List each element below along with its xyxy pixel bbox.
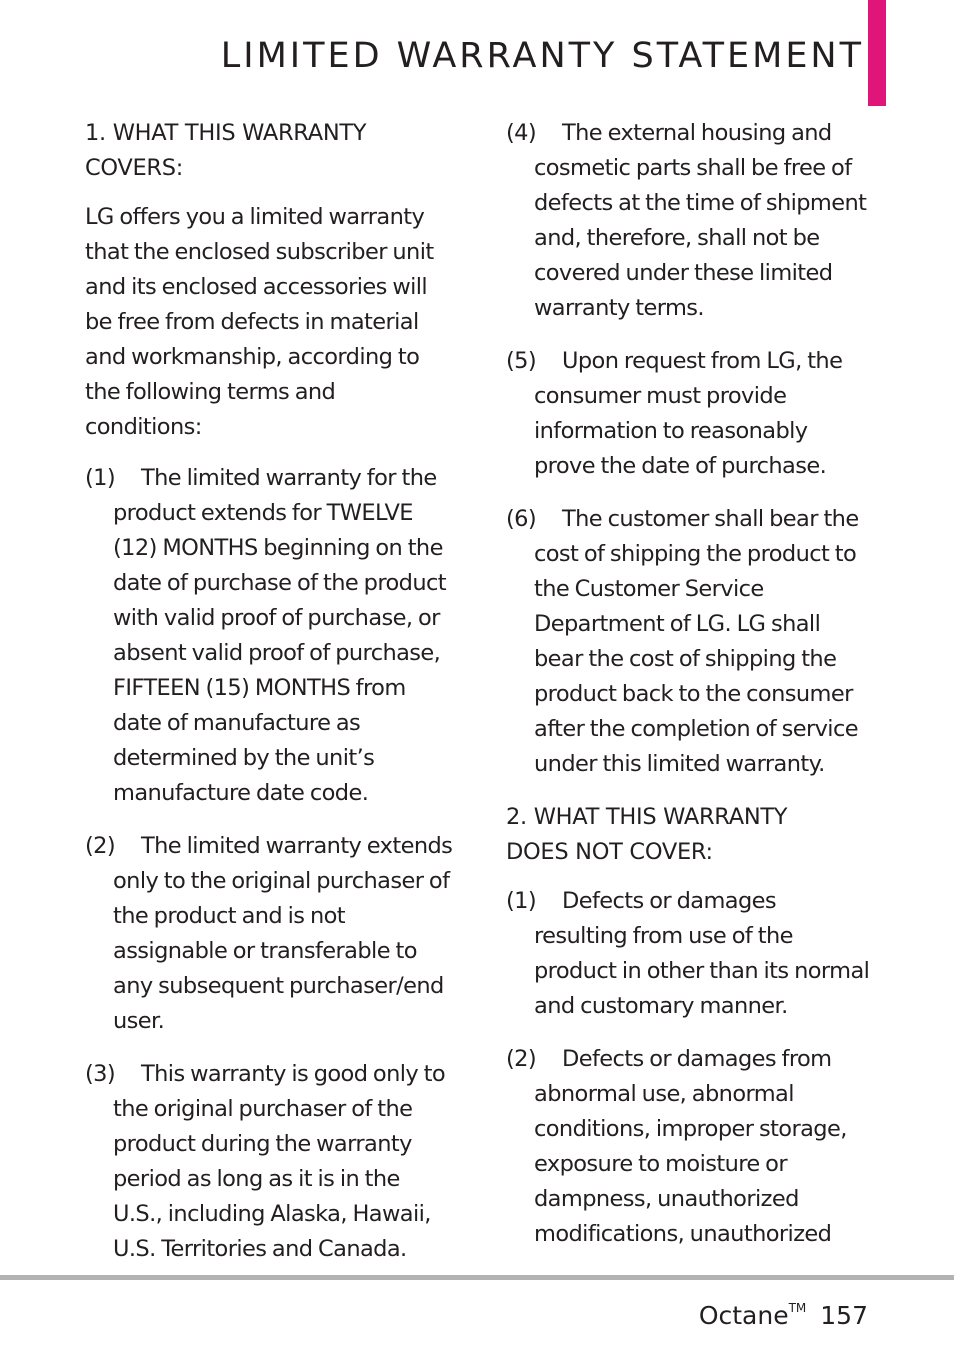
page-title: LIMITED WARRANTY STATEMENT [220,36,864,76]
item-number: (1) [85,465,116,491]
item-text: The limited warranty for the product extends for TWELVE (12) MONTHS beginning on the date of purchase of the product with valid proof of purchase, or absent valid proof of purchase, FIFTEEN (15) MONTHS from date of manufacture as determined by the unit’s manufacture date code. [113,465,447,806]
section-1-intro: LG offers you a limited warranty that the enclosed subscriber unit and its enclosed accessories will be free from defects in material and workmanship, according to the following terms and conditions: [85,204,434,440]
item-text: Upon request from LG, the consumer must provide information to reasonably prove the date of purchase. [534,348,843,479]
list-item [506,344,872,484]
item-text: Defects or damages from abnormal use, abnormal conditions, improper storage, exposure to moisture or dampness, unauthorized modifications, unauthorized [534,1046,847,1247]
page-number: 157 [820,1301,868,1330]
page-footer [699,1290,868,1334]
accent-bar [868,0,886,106]
item-number: (4) [506,120,537,146]
footer-brand: Octane [698,1301,789,1330]
item-number: (5) [506,348,537,374]
list-item [85,461,453,811]
right-column [506,116,872,1270]
item-number: (2) [506,1046,537,1072]
footer-rule [0,1275,954,1280]
trademark-symbol: TM [788,1301,807,1315]
item-number: (2) [85,833,116,859]
item-number: (1) [506,888,537,914]
list-item [85,1057,453,1267]
item-number: (6) [506,506,537,532]
left-column [85,116,453,1285]
list-item [506,884,872,1024]
list-item [506,116,872,326]
item-text: The limited warranty extends only to the original purchaser of the product and is not assignable or transferable to any subsequent purchaser/end user. [113,833,453,1034]
list-item [506,1042,872,1252]
section-2-heading: 2. WHAT THIS WARRANTY DOES NOT COVER: [506,804,788,865]
list-item [85,829,453,1039]
item-text: The external housing and cosmetic parts shall be free of defects at the time of shipment and, therefore, shall not be covered under these limited warranty terms. [534,120,867,321]
item-number: (3) [85,1061,116,1087]
item-text: The customer shall bear the cost of shipping the product to the Customer Service Department of LG. LG shall bear the cost of shipping the product back to the consumer after the completion of service under this limited warranty. [534,506,859,777]
list-item [506,502,872,782]
item-text: This warranty is good only to the original purchaser of the product during the warranty period as long as it is in the U.S., including Alaska, Hawaii, U.S. Territories and Canada. [113,1061,446,1262]
item-text: Defects or damages resulting from use of the product in other than its normal and customary manner. [534,888,870,1019]
section-1-heading: 1. WHAT THIS WARRANTY COVERS: [85,120,367,181]
